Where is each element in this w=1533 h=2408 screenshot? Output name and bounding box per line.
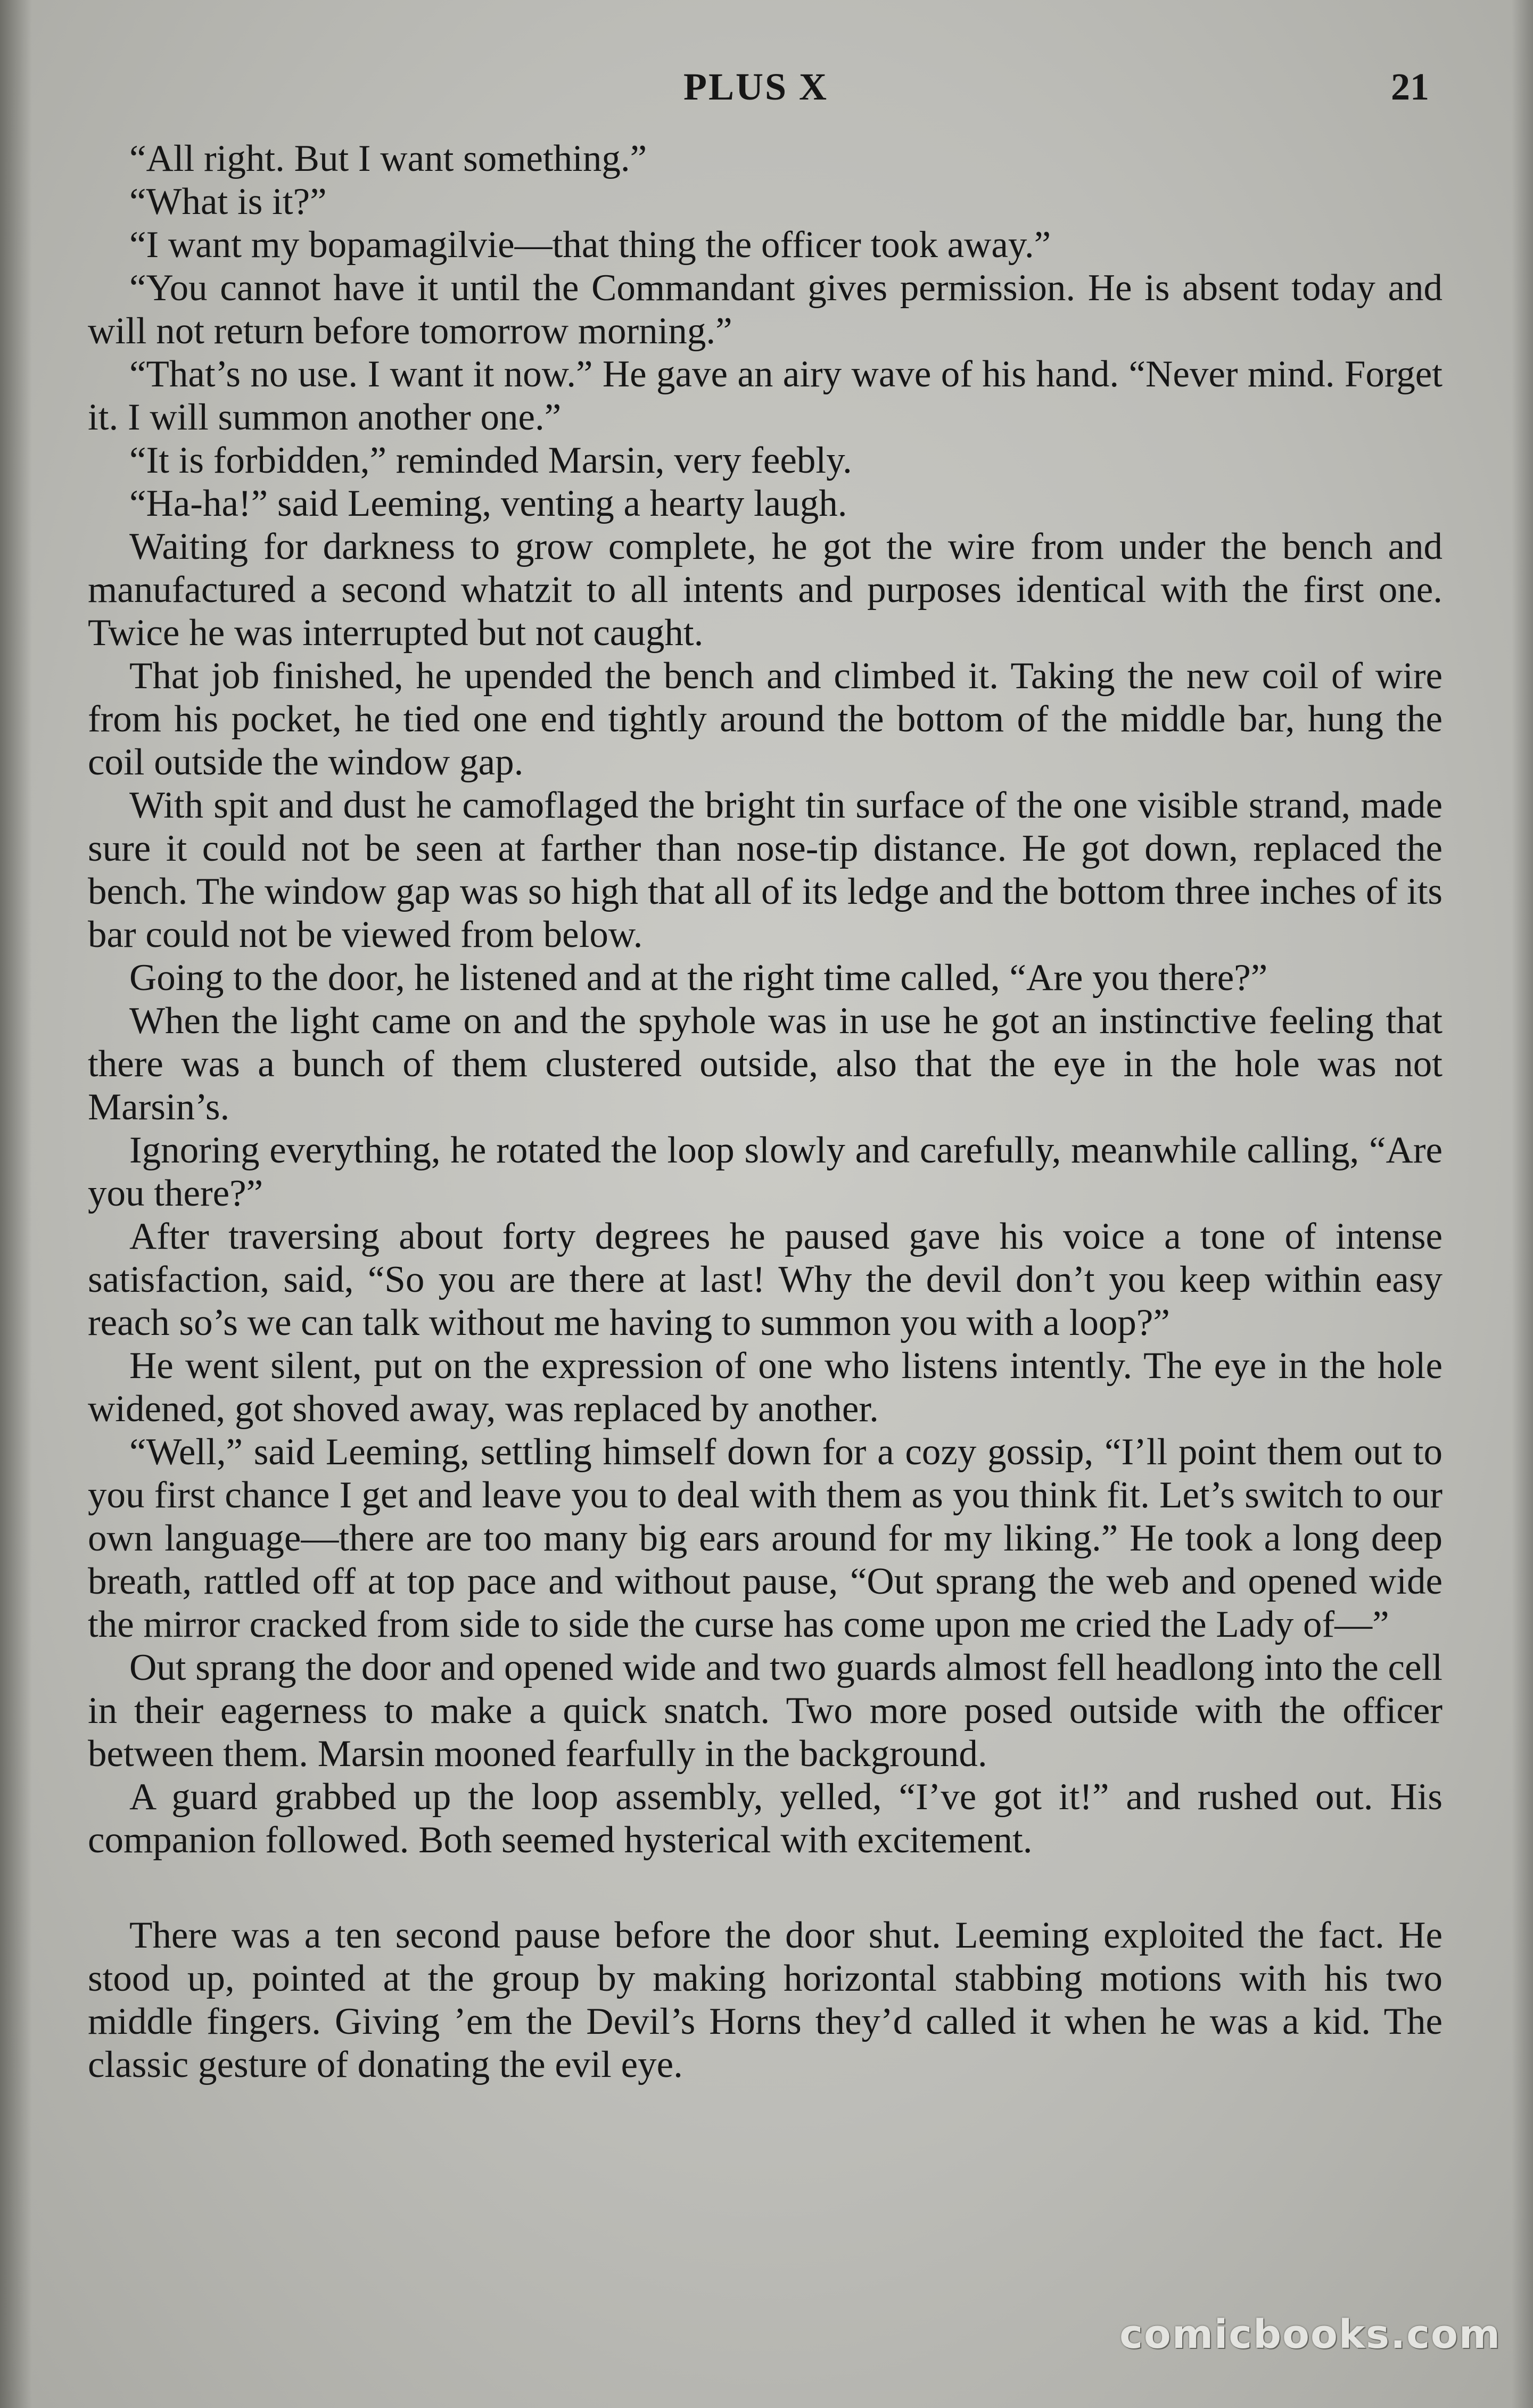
paragraph: With spit and dust he camoflaged the bright tin surface of the one visible strand, made sure it could not be seen at farther than nose-tip distance. He got down, replaced the bench. The window gap was so high that all of its ledge and the bottom three inches of its bar could not be viewed from below. (88, 785, 1443, 955)
paragraph: “I want my bopamagilvie—that thing the officer took away.” (129, 224, 1051, 266)
paragraph: When the light came on and the spyhole was in use he got an instinctive feeling that there was a bunch of them clustered outside, also that the eye in the hole was not Marsin’s. (88, 1000, 1443, 1128)
paragraph: “That’s no use. I want it now.” He gave an airy wave of his hand. “Never mind. Forget it. I will summon another one.” (88, 353, 1443, 438)
paragraph: Waiting for darkness to grow complete, he got the wire from under the bench and manufactured a second whatzit to all intents and purposes identical with the first one. Twice he was interrupted but not caught. (88, 526, 1443, 654)
paragraph: “All right. But I want something.” (129, 138, 647, 179)
paragraph: “What is it?” (129, 181, 327, 222)
paragraph: After traversing about forty degrees he paused gave his voice a tone of intense satisfaction, said, “So you are there at last! Why the devil don’t you keep within easy reach so’s we can talk without me having to summon you with a loop?” (88, 1216, 1443, 1343)
paragraph: “It is forbidden,” reminded Marsin, very feebly. (129, 440, 852, 481)
paragraph: “Ha-ha!” said Leeming, venting a hearty laugh. (129, 483, 847, 524)
page-number: 21 (1391, 65, 1429, 108)
paragraph: Going to the door, he listened and at the right time called, “Are you there?” (129, 957, 1268, 999)
paragraph: Ignoring everything, he rotated the loop slowly and carefully, meanwhile calling, “Are you there?” (88, 1129, 1443, 1214)
watermark: comicbooks.com (1119, 2312, 1501, 2357)
paragraph: “You cannot have it until the Commandant gives permission. He is absent today and will not return before tomorrow morning.” (88, 267, 1443, 352)
paragraph: He went silent, put on the expression of one who listens intently. The eye in the hole widened, got shoved away, was replaced by another. (88, 1345, 1443, 1430)
page-shadow-left (0, 0, 32, 2408)
body-text (88, 137, 1443, 2087)
paragraph: There was a ten second pause before the door shut. Leeming exploited the fact. He stood up, pointed at the group by making horizontal stabbing motions with his two middle fingers. Giving ’em the Devil’s Horns they’d called it when he was a kid. The classic gesture of donating the evil eye. (88, 1915, 1443, 2085)
paragraph: “Well,” said Leeming, settling himself down for a cozy gossip, “I’ll point them out to you first chance I get and leave you to deal with them as you think fit. Let’s switch to our own language—there are too many big ears around for my liking.” He took a long deep breath, rattled off at top pace and without pause, “Out sprang the web and opened wide the mirror cracked from side to side the curse has come upon me cried the Lady of—” (88, 1431, 1443, 1645)
running-title: PLUS X (683, 65, 829, 108)
section-break (88, 1862, 1443, 1914)
paragraph: A guard grabbed up the loop assembly, yelled, “I’ve got it!” and rushed out. His companion followed. Both seemed hysterical with excitement. (88, 1776, 1443, 1861)
page-shadow-right (1512, 0, 1533, 2408)
paragraph: Out sprang the door and opened wide and two guards almost fell headlong into the cell in their eagerness to make a quick snatch. Two more posed outside with the officer between them. Marsin mooned fearfully in the background. (88, 1647, 1443, 1775)
running-header (0, 65, 1533, 118)
paragraph: That job finished, he upended the bench and climbed it. Taking the new coil of wire from his pocket, he tied one end tightly around the bottom of the middle bar, hung the coil outside the window gap. (88, 655, 1443, 783)
